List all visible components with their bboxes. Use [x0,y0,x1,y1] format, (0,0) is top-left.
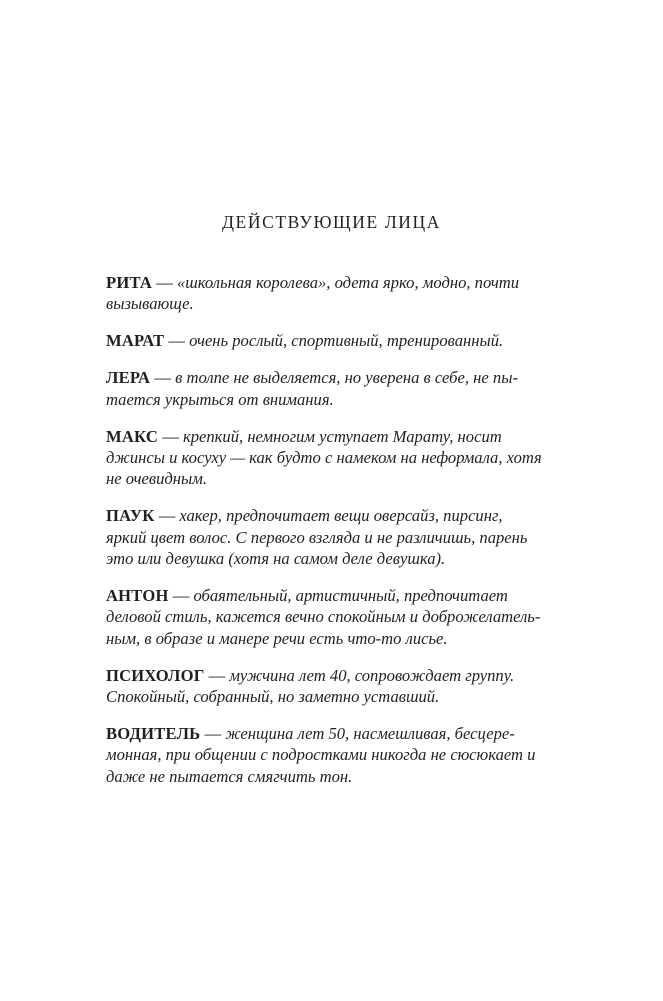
description-text: мужчина лет 40, сопровождает группу. [229,665,515,685]
entry-line [106,723,548,744]
character-entry-maks [106,426,548,490]
description-text: обаятельный, артистичный, предпочитает [193,585,508,605]
character-entry-rita [106,272,548,315]
dash: — [168,585,194,605]
character-name: ЛЕРА [106,368,151,388]
page-heading: ДЕЙСТВУЮЩИЕ ЛИЦА [222,212,441,232]
entry-line [106,367,548,388]
character-list [106,272,548,803]
character-entry-psikholog [106,665,548,708]
dash: — [150,368,176,388]
character-name: РИТА [106,273,153,292]
character-name: ПСИХОЛОГ [106,665,205,685]
dash: — [204,665,230,685]
description-text: хакер, предпочитает вещи оверсайз, пирсинг, [179,506,503,526]
description-text: не очевидным. [106,469,207,489]
dash: — [154,506,180,526]
character-name: ВОДИТЕЛЬ [106,724,201,743]
entry-line [106,272,548,293]
description-text: деловой стиль, кажется вечно спокойным и доброжелатель- [106,607,541,627]
description-text: в толпе не выделяется, но уверена в себе, не пы- [175,368,518,388]
description-text: вызывающе. [106,294,194,314]
dash: — [152,273,177,292]
entry-line [106,426,548,447]
description-text: ным, в образе и манере речи есть что-то лисье. [106,628,448,648]
entry-line [106,665,548,686]
character-entry-anton [106,585,548,649]
entry-line [106,505,548,526]
description-text: «школьная королева», одета ярко, модно, почти [176,273,520,292]
dash: — [164,331,190,351]
description-text: яркий цвет волос. С первого взгляда и не различишь, парень [106,527,528,547]
description-text: даже не пытается смягчить тон. [106,766,353,786]
character-entry-lera [106,367,548,410]
description-text: это или девушка (хотя на самом деле девушка). [106,549,446,569]
description-text: джинсы и косуху — как будто с намеком на неформала, хотя [106,447,542,467]
dash: — [200,724,226,743]
entry-line [106,330,548,351]
dash: — [158,426,183,446]
character-name: ПАУК [106,506,155,526]
character-entry-marat [106,330,548,351]
character-name: МАРАТ [106,331,165,351]
description-text: монная, при общении с подростками никогда не сюсюкает и [106,745,536,765]
character-entry-voditel [106,723,548,787]
character-entry-pauk [106,505,548,569]
description-text: крепкий, немногим уступает Марату, носит [182,426,502,446]
character-name: АНТОН [106,585,169,605]
character-name: МАКС [106,426,159,446]
description-text: очень рослый, спортивный, тренированный. [189,331,504,351]
description-text: Спокойный, собранный, но заметно уставший. [106,687,440,707]
description-text: женщина лет 50, насмешливая, бесцере- [225,724,515,743]
description-text: тается укрыться от внимания. [106,389,334,409]
entry-line [106,585,548,606]
